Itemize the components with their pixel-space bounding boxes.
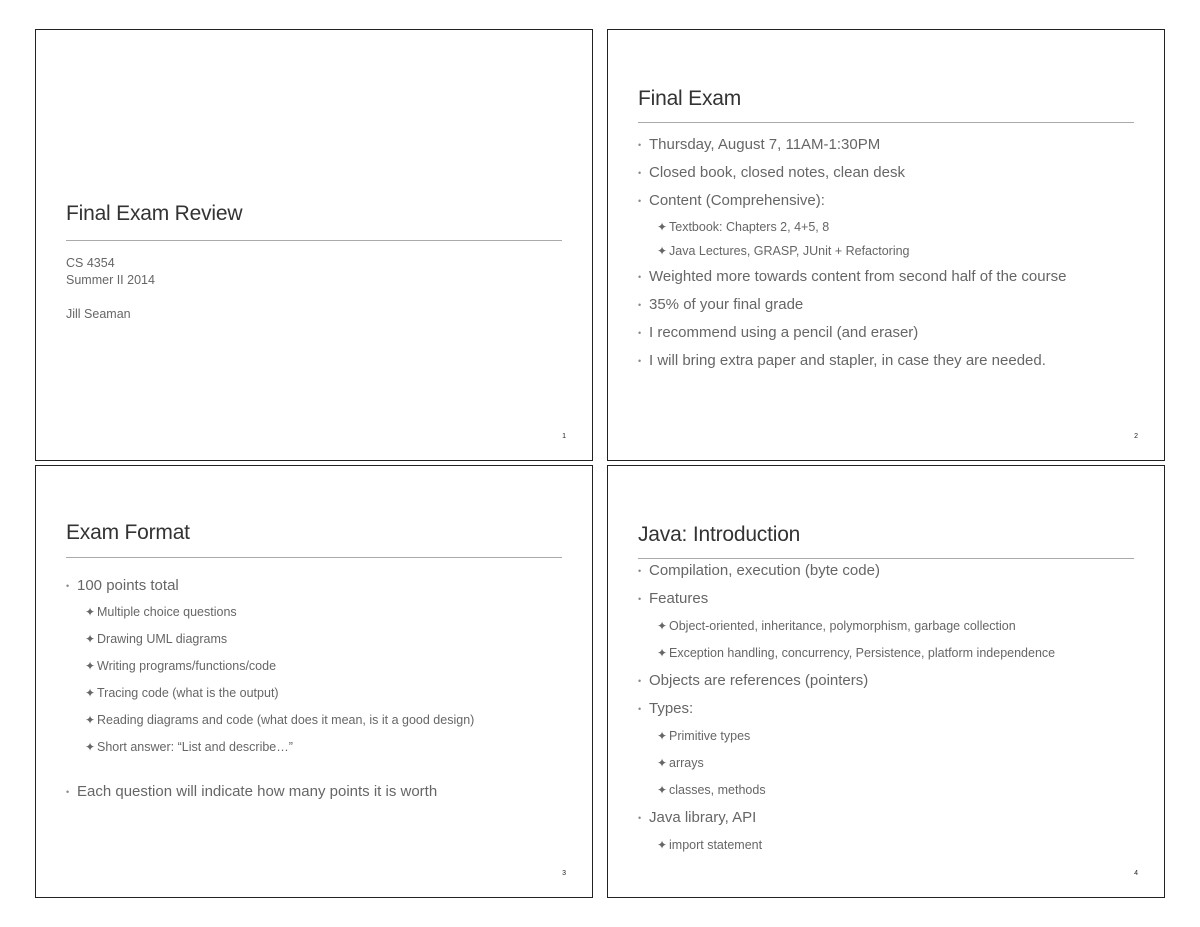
star-bullet-icon: ✦: [657, 756, 668, 770]
bullet-text: Primitive types: [669, 729, 751, 743]
bullet-item: [638, 700, 1144, 718]
sub-bullet-item: [66, 631, 572, 647]
bullet-text: Java Lectures, GRASP, JUnit + Refactoring: [669, 244, 910, 258]
slide-title: Final Exam: [638, 87, 742, 110]
bullet-text: Thursday, August 7, 11AM-1:30PM: [649, 136, 881, 153]
sub-bullet-item: [66, 604, 572, 620]
star-bullet-icon: ✦: [85, 605, 96, 619]
bullet-text: arrays: [669, 756, 704, 770]
star-bullet-icon: ✦: [85, 686, 96, 700]
bullet-item: [638, 164, 1144, 182]
bullet-item: [638, 192, 1144, 210]
dot-bullet-icon: •: [638, 813, 642, 823]
sub-bullet-item: [638, 618, 1144, 634]
sub-bullet-item: [638, 645, 1144, 661]
bullet-item: [638, 590, 1144, 608]
dot-bullet-icon: •: [66, 787, 70, 797]
star-bullet-icon: ✦: [85, 659, 96, 673]
dot-bullet-icon: •: [638, 140, 642, 150]
slide-title: Exam Format: [66, 521, 190, 544]
star-bullet-icon: ✦: [657, 619, 668, 633]
bullet-text: 100 points total: [77, 577, 179, 594]
slide-4: [607, 465, 1165, 898]
sub-bullet-item: [638, 782, 1144, 798]
bullet-list: [638, 562, 1144, 864]
dot-bullet-icon: •: [638, 328, 642, 338]
dot-bullet-icon: •: [638, 566, 642, 576]
star-bullet-icon: ✦: [657, 244, 668, 258]
title-divider: [66, 557, 562, 558]
bullet-text: Multiple choice questions: [97, 605, 237, 619]
star-bullet-icon: ✦: [657, 646, 668, 660]
bullet-text: Tracing code (what is the output): [97, 686, 279, 700]
bullet-text: Objects are references (pointers): [649, 672, 869, 689]
slide-number: 2: [1134, 433, 1138, 440]
sub-bullet-item: [66, 712, 572, 728]
bullet-text: Types:: [649, 700, 694, 717]
sub-bullet-item: [66, 685, 572, 701]
bullet-text: Weighted more towards content from second half of the course: [649, 268, 1067, 285]
bullet-text: Drawing UML diagrams: [97, 632, 228, 646]
sub-bullet-item: [638, 755, 1144, 771]
bullet-text: Compilation, execution (byte code): [649, 562, 880, 579]
course-term: Summer II 2014: [66, 273, 155, 287]
bullet-text: Content (Comprehensive):: [649, 192, 825, 209]
slide-number: 1: [562, 433, 566, 440]
dot-bullet-icon: •: [638, 704, 642, 714]
bullet-text: Java library, API: [649, 809, 757, 826]
bullet-list: [66, 577, 572, 810]
bullet-item: [638, 268, 1144, 286]
bullet-list: [638, 136, 1144, 380]
sub-bullet-item: [66, 658, 572, 674]
bullet-item: [638, 324, 1144, 342]
bullet-text: I will bring extra paper and stapler, in case they are needed.: [649, 352, 1046, 369]
bullet-text: I recommend using a pencil (and eraser): [649, 324, 919, 341]
star-bullet-icon: ✦: [657, 729, 668, 743]
slide-3: [35, 465, 593, 898]
sub-bullet-item: [66, 739, 572, 755]
sub-bullet-item: [638, 837, 1144, 853]
title-divider: [638, 558, 1134, 559]
slide-1: [35, 29, 593, 461]
bullet-item: [638, 809, 1144, 827]
dot-bullet-icon: •: [638, 356, 642, 366]
bullet-item: [638, 562, 1144, 580]
bullet-text: Textbook: Chapters 2, 4+5, 8: [669, 220, 830, 234]
dot-bullet-icon: •: [66, 581, 70, 591]
dot-bullet-icon: •: [638, 676, 642, 686]
slide-title: Final Exam Review: [66, 202, 243, 225]
title-divider: [66, 240, 562, 241]
bullet-item: [638, 136, 1144, 154]
bullet-text: Features: [649, 590, 709, 607]
bullet-text: Each question will indicate how many points it is worth: [77, 783, 438, 800]
bullet-text: 35% of your final grade: [649, 296, 804, 313]
bullet-item: [66, 783, 572, 801]
star-bullet-icon: ✦: [85, 632, 96, 646]
bullet-text: Writing programs/functions/code: [97, 659, 277, 673]
slide-title: Java: Introduction: [638, 523, 801, 546]
dot-bullet-icon: •: [638, 594, 642, 604]
bullet-text: Object-oriented, inheritance, polymorphism, garbage collection: [669, 619, 1016, 633]
bullet-item: [638, 672, 1144, 690]
slide-number: 3: [562, 870, 566, 877]
course-code: CS 4354: [66, 256, 115, 270]
dot-bullet-icon: •: [638, 300, 642, 310]
bullet-text: Short answer: “List and describe…”: [97, 740, 293, 754]
star-bullet-icon: ✦: [657, 838, 668, 852]
sub-bullet-item: [638, 728, 1144, 744]
dot-bullet-icon: •: [638, 168, 642, 178]
slide-number: 4: [1134, 870, 1138, 877]
bullet-text: Closed book, closed notes, clean desk: [649, 164, 905, 181]
title-divider: [638, 122, 1134, 123]
author-name: Jill Seaman: [66, 307, 131, 321]
bullet-text: Reading diagrams and code (what does it mean, is it a good design): [97, 713, 475, 727]
dot-bullet-icon: •: [638, 272, 642, 282]
bullet-text: import statement: [669, 838, 763, 852]
star-bullet-icon: ✦: [85, 740, 96, 754]
sub-bullet-item: [638, 219, 1144, 235]
star-bullet-icon: ✦: [657, 783, 668, 797]
dot-bullet-icon: •: [638, 196, 642, 206]
bullet-text: Exception handling, concurrency, Persistence, platform independence: [669, 646, 1056, 660]
bullet-item: [638, 296, 1144, 314]
bullet-text: classes, methods: [669, 783, 766, 797]
star-bullet-icon: ✦: [85, 713, 96, 727]
slide-2: [607, 29, 1165, 461]
sub-bullet-item: [638, 243, 1144, 259]
bullet-item: [638, 352, 1144, 370]
bullet-item: [66, 577, 572, 595]
star-bullet-icon: ✦: [657, 220, 668, 234]
